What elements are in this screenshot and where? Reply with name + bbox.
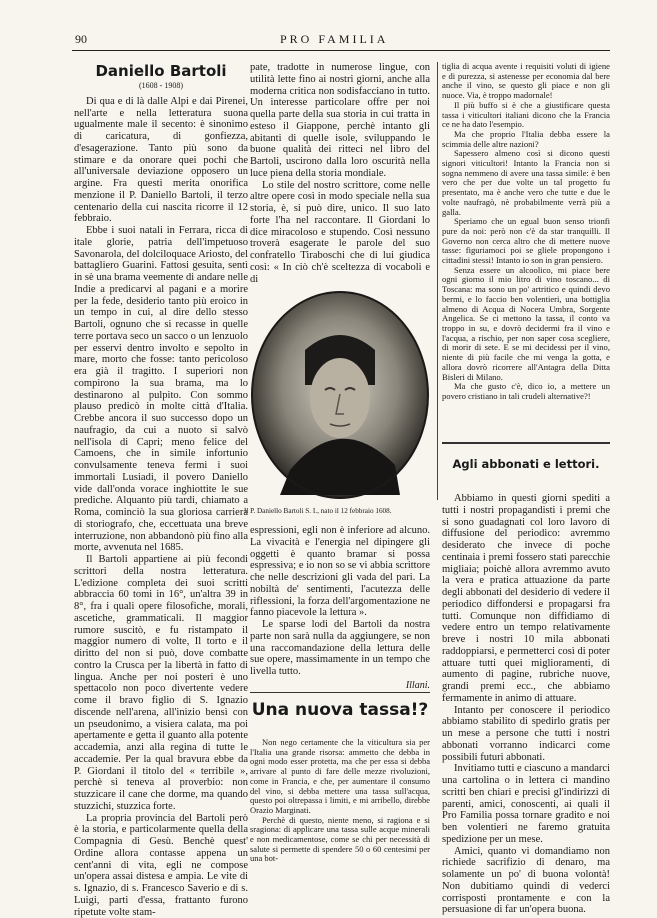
header-rule [72, 50, 610, 51]
paragraph: Perchè di questo, niente meno, si ragiona e si sragiona: di applicare una tassa sulle acque minerali e non medicamentose, come se chi per necessità di salute si permette di spendere 50 o 60 centesimi per una bot- [250, 816, 430, 865]
article-signature: Illani. [250, 680, 430, 692]
paragraph: Il più buffo si è che a giustificare questa tassa i viticultori italiani dicono che la Francia ce ne ha dato l'esempio. [442, 101, 610, 130]
section-divider [442, 442, 610, 444]
article-dates: (1608 - 1908) [74, 80, 248, 92]
column-2-tassa [250, 738, 430, 864]
article-title-tassa: Una nuova tassa!? [250, 700, 430, 720]
paragraph: Il Bartoli appartiene ai più fecondi scrittori della nostra letteratura. L'edizione completa dei suoi scritti abbraccia 60 tomi in 16°, un'altra 39 in 8°, fra i quali opere filosofiche, morali, ascetiche, grammaticali. Il maggior rumore suscitò, e fu ristampato il maggior numero di volte, Il torto e il diritto del non si può, dove combatte contro la Crusca per la libertà in fatto di lingua. Anche per noi posteri è uno spettacolo non poco divertente vedere come il bravo figlio di S. Ignazio discende nell'arena, all'inizio bensì con un pseudonimo, a visiera calata, ma poi apertamente e getta il guanto alla potente accademia, anzi alla regina di tutte le accademie. Per la qual bravura ebbe da P. Giordani il titolo del « terribile », perchè si teneva al proverbio: non stuzzicare il cane che dorme, ma quando stuzzichi, stuzzica forte. [74, 554, 248, 813]
paragraph: Le sparse lodi del Bartoli da nostra parte non sarà nulla da aggiungere, se non una raccomandazione della lettura delle sue opere, massimamente in un tempo che livella tutto. [250, 619, 430, 678]
paragraph: Non nego certamente che la viticultura sia per l'Italia una grande risorsa: ammetto che debba in ogni modo esser protetta, ma che per essa si debba arrivare al punto di fare delle mezze rivoluzioni, come in Francia, e che, per aumentare il consumo del vino, si debba mettere una tassa sull'acqua, questo poi oltrepassa i limiti, e mi arribello, direbbe Orazio Marginati. [250, 738, 430, 816]
paragraph: Speriamo che un egual buon senso trionfi pure da noi: però non c'è da star tranquilli. Il Governo non cerca altro che di mettere nuove tasse: figuriamoci poi se gliele propongono i cittadini stessi! Intanto io son in gran pensiero. [442, 217, 610, 266]
paragraph: Invitiamo tutti e ciascuno a mandarci una cartolina o in lettera ci mandino scritti ben chiari e precisi gl'indirizzi di parenti, amici, conoscenti, ai quali il Pro Familia possa tornare gradito e noi ben volentieri ne faremo gratuita spedizione per un mese. [442, 763, 610, 845]
page-number: 90 [75, 32, 87, 47]
column-3 [442, 62, 610, 402]
paragraph: espressioni, egli non è inferiore ad alcuno. La vivacità e l'energia nel dipingere gli oggetti è quanto bramar si possa espressiva; e io non so se vi abbia scrittore che nelle descrizioni gli vada del pari. La nobiltà de' sentimenti, l'acutezza delle riflessioni, la forza dell'argomentazione ne fanno piacevole la lettura ». [250, 525, 430, 619]
article-title-abbonati: Agli abbonati e lettori. [442, 457, 610, 471]
journal-title: PRO FAMILIA [280, 32, 388, 47]
column-2-top [250, 62, 430, 285]
paragraph: Ma che proprio l'Italia debba essere la scimmia delle altre nazioni? [442, 130, 610, 149]
paragraph: Lo stile del nostro scrittore, come nelle altre opere così in modo speciale nella sua storia, è, si può dire, unico. Il suo lato forte l'ha nel raccontare. Il Giordani lo dice miracoloso e stupendo. Così nessuno troverà esagerate le parole del suo confratello Tiraboschi che di lui giudica così: « In ciò ch'è sceltezza di vocaboli e di [250, 180, 430, 286]
paragraph: Ma che gusto c'è, dico io, a mettere un povero cristiano in tali crudeli alternative?! [442, 382, 610, 401]
column-1 [74, 62, 248, 918]
column-rule [437, 62, 438, 500]
paragraph: tiglia di acqua avente i requisiti voluti di igiene e di purezza, si astenesse per economia dal bere anche il vino, se questo gli piace e non gli nuoce. Via, è troppo madornale! [442, 62, 610, 101]
article-title-bartoli: Daniello Bartoli [74, 62, 248, 80]
paragraph: Amici, quanto vi domandiamo non richiede sacrifizio di denaro, ma solamente un po' di buona volontà! Non dubitiamo quindi di vederci corrisposti prontamente e con la persuasione di far un'opera buona. [442, 846, 610, 917]
paragraph: Intanto per conoscere il periodico abbiamo stabilito di spedirlo gratis per un mese a persone che tutti i nostri abbonati vorranno indicarci come possibili futuri abbonati. [442, 705, 610, 764]
paragraph: pate, tradotte in numerose lingue, con utilità lette fino ai nostri giorni, anche alla moderna critica non sodisfacciano in tutto. Un interesse particolare offre per noi quella parte della sua storia in cui tratta in esteso il Giappone, perchè intanto gli abitanti di quelle isole, sviluppando le buone qualità dei ritteci nel libro del Bartoli, uscirono dalla loro oscurità nella luce piena della storia mondiale. [250, 62, 430, 180]
section-divider [250, 692, 430, 693]
paragraph: Senza essere un alcoolico, mi piace bere ogni giorno il mio litro di vino toscano... di Toscana: ma sono un po' artritico e quindi devo bermi, e lo faccio ben volentieri, una bottiglia almeno di Acqua di Nocera Umbra, Sorgente Angelica. Se ci mettono la tassa, il conto va troppo in su, e dovrò decidermi fra il vino e l'acqua, a rischio, per non saper cosa scegliere, di morir di sete. E se mi decidessi per il vino, niente di più facile che mi venga la gotta, e allora dovrò ricorrere all'Antagra della Ditta Bisleri di Milano. [442, 266, 610, 382]
column-3-abbonati [442, 493, 610, 916]
paragraph: Ebbe i suoi natali in Ferrara, ricca di itale glorie, patria dell'impetuoso Savonarola, del dolciloquace Ariosto, del battagliero Guarini. Fattosi gesuita, sentì in sè una brama veemente di andare nelle Indie a predicarvi al pagani e a morire per la fede, desiderio tanto più eroico in un tempo in cui, al dire dello stesso Bartoli, ognuno che si recasse in quelle terre portava seco un sacco o un lenzuolo per esservi dentro involto e sepolto in mare, morto che fosse: tanto pericoloso era già il tragitto. I superiori non compirono la sua brama, ma lo destinarono al pulpito. Con sommo plauso predicò in molte città d'Italia. Crebbe ancora il suo successo dopo un naufragio, da cui a nuoto si salvò nell'isola di Capri; meno felice del Camoens, che in simile infortunio convulsamente teneva fermi i suoi immortali Lusiadi, il povero Daniello vide dall'onda vorace inghiottite le sue prediche. Alquanto più tardi, chiamato a Roma, cominciò la sua gloriosa carriera di storiografo, che, eccettuata una breve interruzione, non abbandonò più fino alla morte, avvenuta nel 1685. [74, 225, 248, 554]
paragraph: Sapessero almeno così si dicono questi signori viticultori! Intanto la Francia non si sogna nemmeno di avere una tassa simile: è ben vero che per due volte un tal progetto fu presentato, ma è anche vero che tutte e due le volte naufragò, nè probabilmente verrà più a galla. [442, 149, 610, 217]
paragraph: Di qua e di là dalle Alpi e dai Pirenei, nell'arte e nella letteratura suona ugualmente male il secento: è sinonimo di caricatura, di gonfiezza, d'esagerazione. Tanto più sono da stimare e da onorare quei pochi che all'universale deviazione opposero un argine. Fra questi merita onorifica menzione il P. Daniello Bartoli, il terzo centenario della cui nascita ricorre il 12 febbraio. [74, 96, 248, 225]
paragraph: La propria provincia del Bartoli però è la storia, e particolarmente quella della Compagnia di Gesù. Benchè quest' Ordine allora contasse appena un cent'anni di vita, egli ne compose un'opera assai distesa e ampia. Le vite di s. Ignazio, di s. Francesco Saverio e di s. Luigi, parti d'essa, frattanto furono ripetute volte stam- [74, 813, 248, 918]
portrait-image [250, 290, 430, 500]
paragraph: Abbiamo in questi giorni spediti a tutti i nostri propagandisti i premi che si sono guadagnati col loro lavoro di diffusione del periodico: avremmo desiderato che invece di poche centinaia i premi fossero stati parecchie migliaia; poichè allora avremmo avuto la vera e pratica attuazione da parte degli abbonati del desiderio di vedere il periodico diffondersi e propagarsi fra tutti. Comunque non diffidiamo di vedere entro un tempo relativamente breve i nostri 10 mila abbonati raddoppiarsi, e permetterci così di poter attuare tutti quei miglioramenti, di aumento di pagine, rubriche nuove, grandi premi ecc., che abbiamo fermamente in animo di attuare. [442, 493, 610, 705]
column-2-continued [250, 525, 430, 692]
portrait-caption: Il P. Daniello Bartoli S. I., nato il 12 febbraio 1608. [244, 507, 434, 515]
